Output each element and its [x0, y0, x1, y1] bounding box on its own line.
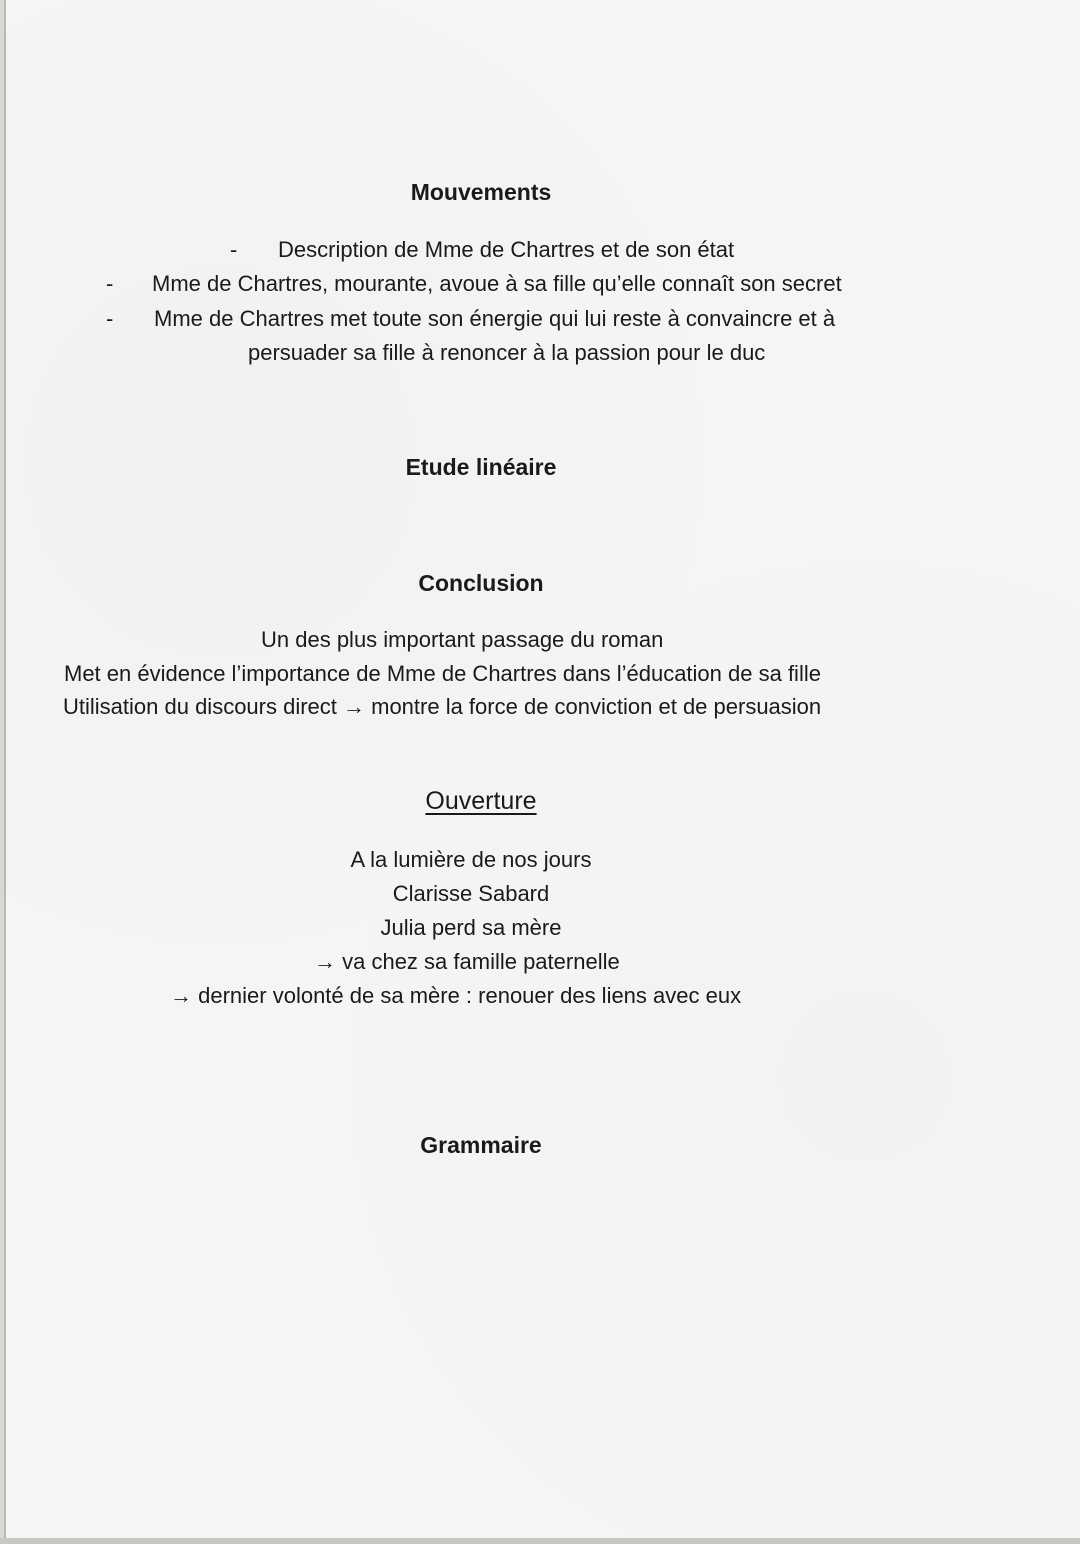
section-title-grammaire: Grammaire — [420, 1132, 542, 1158]
conclusion-line: Utilisation du discours direct → montre la force de conviction et de persuasion — [63, 694, 822, 719]
section-title-ouverture: Ouverture — [425, 787, 537, 815]
page-bottom-edge — [0, 1538, 1080, 1544]
ouverture-line: Clarisse Sabard — [392, 881, 550, 906]
ouverture-line: Julia perd sa mère — [380, 915, 562, 940]
mouvement-item: Description de Mme de Chartres et de son état — [278, 237, 735, 262]
conclusion-line: Met en évidence l’importance de Mme de Chartres dans l’éducation de sa fille — [64, 661, 821, 686]
mouvement-item-continuation: persuader sa fille à renoncer à la passion pour le duc — [248, 340, 766, 365]
document-page — [6, 0, 1080, 1538]
bullet-dash: - — [106, 306, 114, 331]
mouvement-item: Mme de Chartres met toute son énergie qui lui reste à convaincre et à — [154, 306, 836, 331]
section-title-mouvements: Mouvements — [410, 179, 552, 205]
mouvement-item: Mme de Chartres, mourante, avoue à sa fille qu’elle connaît son secret — [152, 271, 842, 296]
section-title-etude-lineaire: Etude linéaire — [405, 454, 557, 480]
section-title-conclusion: Conclusion — [418, 570, 544, 596]
ouverture-line: → va chez sa famille paternelle — [314, 949, 620, 974]
bullet-dash: - — [230, 237, 238, 262]
bullet-dash: - — [106, 271, 114, 296]
ouverture-line: A la lumière de nos jours — [350, 847, 592, 872]
ouverture-line: → dernier volonté de sa mère : renouer des liens avec eux — [170, 983, 742, 1008]
conclusion-line: Un des plus important passage du roman — [261, 627, 664, 652]
